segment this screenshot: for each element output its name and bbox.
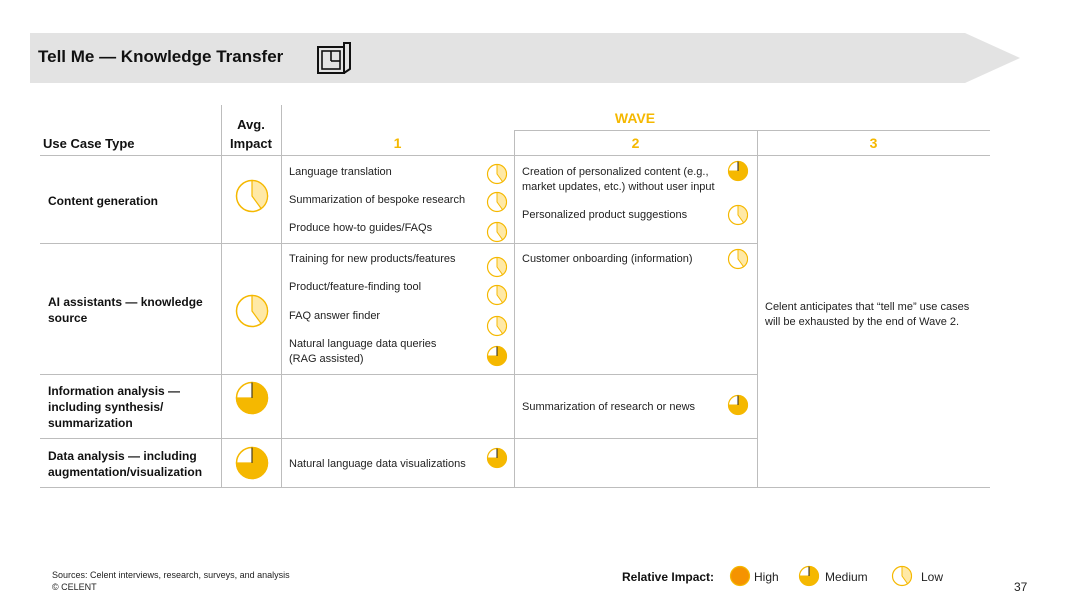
grid-line (221, 105, 222, 488)
impact-pie (486, 191, 508, 213)
grid-line (40, 487, 990, 488)
grid-line (514, 131, 515, 488)
wave2-item-personalized-content: Creation of personalized content (e.g., market updates, etc.) without user input (522, 166, 715, 193)
title-banner (30, 33, 1020, 83)
page-title: Tell Me — Knowledge Transfer (38, 47, 284, 66)
wave1-item-language-translation: Language translation (289, 166, 392, 178)
row-label-content-generation: Content generation (48, 194, 158, 208)
impact-pie (486, 256, 508, 278)
grid-line (40, 243, 757, 244)
wave1-item-summarization-bespoke: Summarization of bespoke research (289, 194, 466, 206)
avg-impact-pie (235, 294, 269, 328)
grid-line (40, 438, 757, 439)
impact-pie (486, 315, 508, 337)
avg-impact-header-line1: Avg. (237, 117, 265, 132)
grid-line (757, 131, 758, 488)
impact-pie (486, 221, 508, 243)
legend-high-icon (729, 565, 751, 587)
impact-pie (727, 160, 749, 182)
legend-high-label: High (754, 570, 779, 584)
legend-medium-icon (798, 565, 820, 587)
wave1-item-faq-finder: FAQ answer finder (289, 310, 381, 322)
legend-title: Relative Impact: (622, 570, 715, 584)
wave1-item-nl-data-queries: Natural language data queries (RAG assisted) (289, 338, 437, 365)
wave2-item-product-suggestions: Personalized product suggestions (522, 209, 688, 221)
legend-low-label: Low (921, 570, 944, 584)
row-label-information-analysis: Information analysis — including synthesis/ summarization (48, 384, 181, 430)
wave1-item-training: Training for new products/features (289, 253, 456, 265)
avg-impact-pie (235, 446, 269, 480)
avg-impact-pie (235, 381, 269, 415)
wave-2-header: 2 (631, 135, 640, 151)
row-label-data-analysis: Data analysis — including augmentation/visualization (48, 449, 203, 479)
wave-header: WAVE (614, 110, 656, 126)
wave-3-header: 3 (869, 135, 878, 151)
grid-line (40, 374, 757, 375)
row-label-ai-assistants: AI assistants — knowledge source (48, 295, 203, 325)
grid-line (514, 130, 990, 131)
legend-medium-label: Medium (825, 570, 868, 584)
legend-low-icon (891, 565, 913, 587)
avg-impact-pie (235, 179, 269, 213)
wave-1-header: 1 (393, 135, 402, 151)
wave1-item-how-to-guides: Produce how-to guides/FAQs (289, 222, 433, 234)
grid-line (40, 155, 990, 156)
impact-pie (486, 163, 508, 185)
wave2-item-customer-onboarding: Customer onboarding (information) (522, 253, 693, 265)
impact-pie (727, 248, 749, 270)
wave1-item-nl-visualizations: Natural language data visualizations (289, 458, 466, 470)
wave1-item-feature-finding: Product/feature-finding tool (289, 281, 422, 293)
wave3-note: Celent anticipates that “tell me” use cases will be exhausted by the end of Wave 2. (765, 301, 970, 328)
impact-pie (486, 345, 508, 367)
use-case-type-header: Use Case Type (43, 136, 135, 151)
impact-pie (727, 204, 749, 226)
copyright: © CELENT (52, 582, 97, 592)
page-number: 37 (1014, 580, 1028, 594)
sources-note: Sources: Celent interviews, research, surveys, and analysis (52, 570, 290, 580)
grid-line (281, 105, 282, 488)
impact-pie (727, 394, 749, 416)
impact-pie (486, 447, 508, 469)
avg-impact-header-line2: Impact (230, 136, 272, 151)
impact-pie (486, 284, 508, 306)
wave2-item-research-summarization: Summarization of research or news (522, 401, 696, 413)
